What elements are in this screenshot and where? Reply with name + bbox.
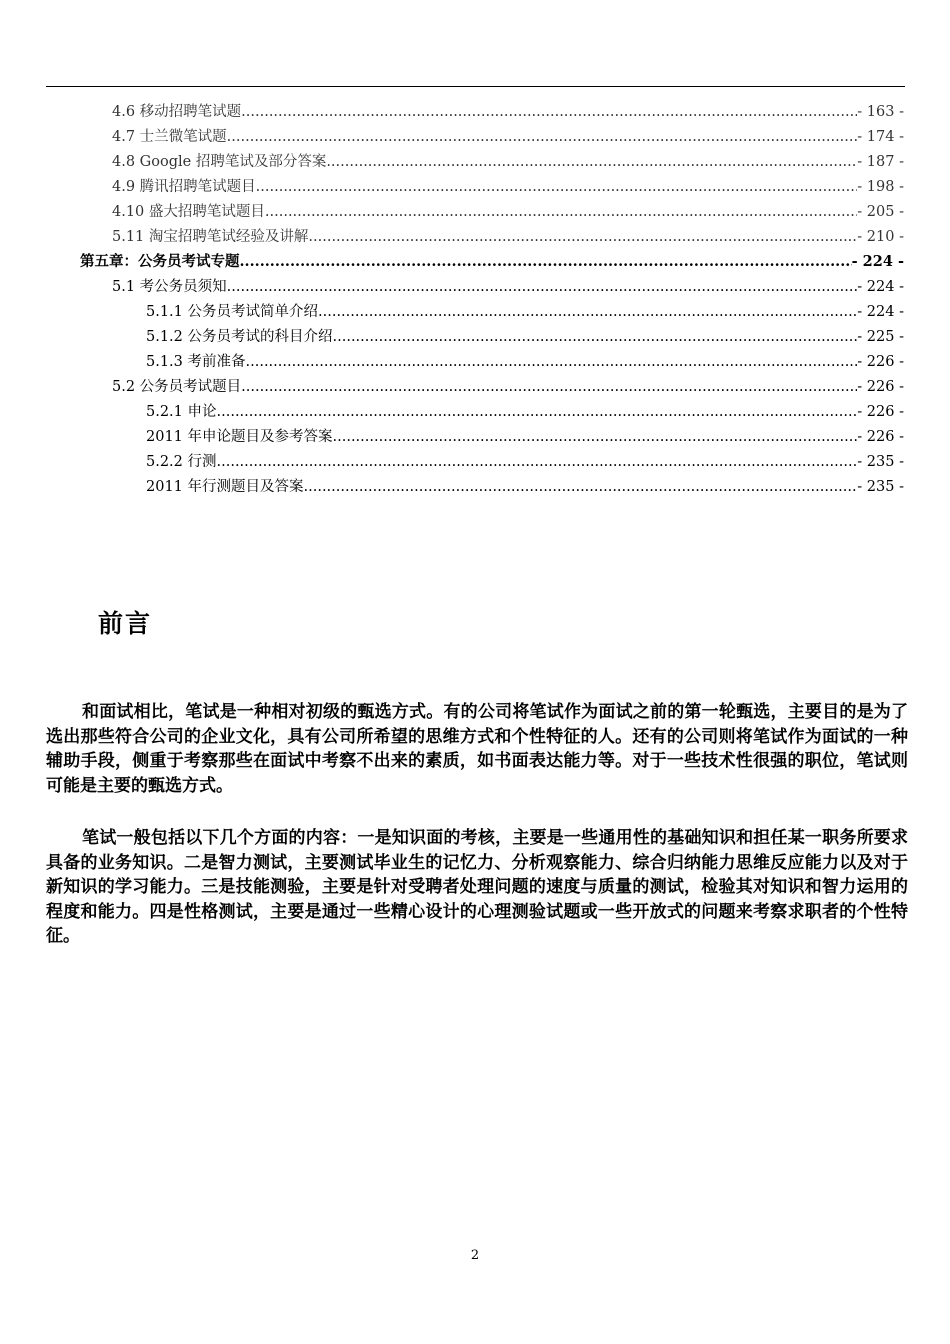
toc-leader-dots	[227, 278, 858, 296]
toc-entry-title: 5.1 考公务员须知	[112, 279, 227, 295]
toc-entry-page: - 235 -	[857, 454, 904, 470]
toc-entry-title: 5.1.1 公务员考试简单介绍	[146, 304, 319, 320]
toc-entry-page: - 226 -	[857, 354, 904, 370]
toc-entry[interactable]	[112, 96, 904, 121]
toc-entry-title: 4.7 士兰微笔试题	[112, 129, 227, 145]
toc-entry-page: - 226 -	[857, 429, 904, 445]
toc-entry[interactable]	[146, 471, 904, 496]
toc-entry-page: - 198 -	[857, 179, 904, 195]
toc-entry-page: - 174 -	[857, 129, 904, 145]
toc-entry-title: 4.8 Google 招聘笔试及部分答案	[112, 154, 327, 170]
toc-leader-dots	[265, 203, 857, 221]
toc-leader-dots	[333, 328, 858, 346]
toc-leader-dots	[326, 153, 857, 171]
toc-entry[interactable]	[146, 446, 904, 471]
toc-entry-page: - 210 -	[857, 229, 904, 245]
toc-entry[interactable]	[146, 421, 904, 446]
toc-entry-title: 4.6 移动招聘笔试题	[112, 104, 242, 120]
toc-entry[interactable]	[146, 346, 904, 371]
toc-entry-page: - 226 -	[857, 379, 904, 395]
toc-leader-dots	[217, 403, 858, 421]
toc-leader-dots	[308, 228, 857, 246]
toc-entry-title: 5.1.2 公务员考试的科目介绍	[146, 329, 333, 345]
toc-entry[interactable]	[146, 396, 904, 421]
toc-leader-dots	[241, 378, 857, 396]
toc-leader-dots	[227, 128, 858, 146]
toc-entry-title: 2011 年行测题目及答案	[146, 479, 304, 495]
toc-leader-dots	[240, 253, 852, 271]
toc-entry-page: - 224 -	[851, 253, 904, 270]
preface-heading: 前言	[98, 609, 153, 638]
toc-leader-dots	[246, 353, 858, 371]
toc-entry[interactable]	[112, 271, 904, 296]
toc-entry-page: - 187 -	[857, 154, 904, 170]
toc-entry[interactable]	[146, 296, 904, 321]
preface-paragraph-1: 和面试相比，笔试是一种相对初级的甄选方式。有的公司将笔试作为面试之前的第一轮甄选，主要目的是为了选出那些符合公司的企业文化，具有公司所希望的思维方式和个性特征的人。还有的公司则将笔试作为面试的一种辅助手段，侧重于考察那些在面试中考察不出来的素质，如书面表达能力等。对于一些技术性很强的职位，笔试则可能是主要的甄选方式。	[46, 702, 908, 796]
page-number: 2	[470, 1248, 480, 1263]
toc-entry[interactable]	[112, 371, 904, 396]
toc-entry-page: - 163 -	[857, 104, 904, 120]
toc-leader-dots	[304, 478, 858, 496]
toc-entry-title: 5.2.2 行测	[146, 454, 217, 470]
toc-entry-page: - 235 -	[857, 479, 904, 495]
toc-entry-page: - 224 -	[857, 304, 904, 320]
toc-chapter-entry[interactable]	[80, 246, 904, 271]
toc-entry-title: 5.1.3 考前准备	[146, 354, 246, 370]
toc-leader-dots	[318, 303, 857, 321]
toc-leader-dots	[333, 428, 858, 446]
toc-entry[interactable]	[112, 146, 904, 171]
preface-paragraph-2: 笔试一般包括以下几个方面的内容：一是知识面的考核，主要是一些通用性的基础知识和担任某一职务所要求具备的业务知识。二是智力测试，主要测试毕业生的记忆力、分析观察能力、综合归纳能力思维反应能力以及对于新知识的学习能力。三是技能测验，主要是针对受聘者处理问题的速度与质量的测试，检验其对知识和智力运用的程度和能力。四是性格测试，主要是通过一些精心设计的心理测验试题或一些开放式的问题来考察求职者的个性特征。	[46, 828, 908, 946]
toc-entry-title: 4.10 盛大招聘笔试题目	[112, 204, 265, 220]
toc-entry-page: - 205 -	[857, 204, 904, 220]
toc-entry-title: 5.2 公务员考试题目	[112, 379, 242, 395]
toc-entry[interactable]	[112, 196, 904, 221]
toc-entry-title: 第五章：公务员考试专题	[80, 253, 240, 270]
toc-entry-title: 4.9 腾讯招聘笔试题目	[112, 179, 256, 195]
toc-leader-dots	[241, 103, 857, 121]
toc-entry-page: - 224 -	[857, 279, 904, 295]
toc-leader-dots	[217, 453, 858, 471]
toc-leader-dots	[256, 178, 858, 196]
toc-entry-title: 5.11 淘宝招聘笔试经验及讲解	[112, 229, 309, 245]
toc-entry[interactable]	[112, 171, 904, 196]
header-rule	[46, 86, 905, 87]
toc-entry[interactable]	[112, 121, 904, 146]
toc-entry-title: 5.2.1 申论	[146, 404, 217, 420]
toc-entry-page: - 226 -	[857, 404, 904, 420]
toc-entry[interactable]	[146, 321, 904, 346]
toc-entry-title: 2011 年申论题目及参考答案	[146, 429, 333, 445]
toc-entry-page: - 225 -	[857, 329, 904, 345]
toc-entry[interactable]	[112, 221, 904, 246]
